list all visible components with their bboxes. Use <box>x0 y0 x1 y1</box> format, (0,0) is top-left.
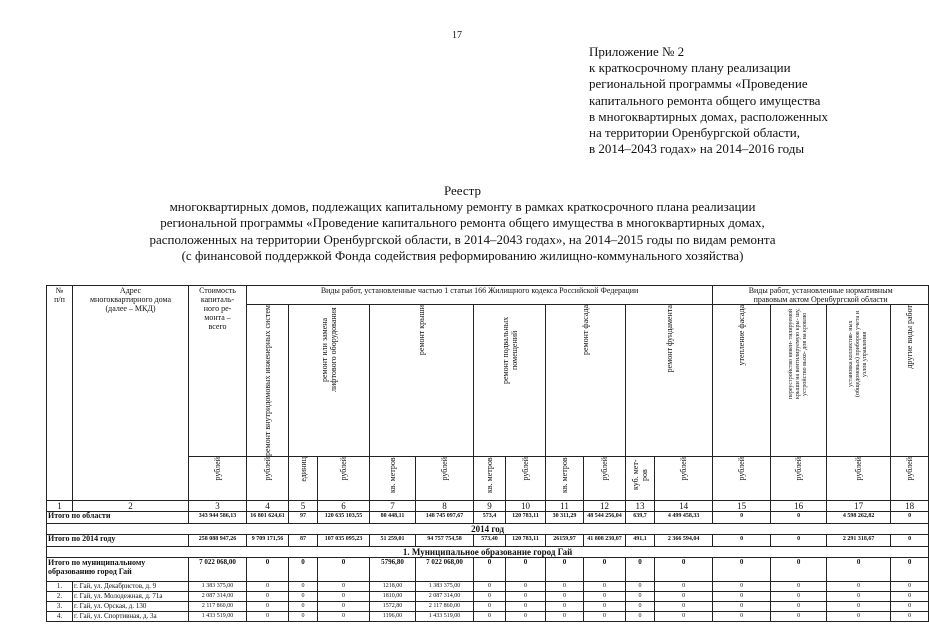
table-cell: 0 <box>474 611 506 621</box>
table-cell: 0 <box>506 581 546 591</box>
table-cell: 1 383 375,00 <box>189 581 247 591</box>
table-cell: 7 022 068,00 <box>416 557 474 581</box>
table-cell: 0 <box>655 557 713 581</box>
table-cell: 0 <box>247 581 289 591</box>
table-cell: 5796,80 <box>370 557 416 581</box>
title-line: расположенных на территории Оренбургской области, в 2014–2043 годах», на 2014–2015 годы по видам ремонта <box>149 231 776 247</box>
table-cell: 4 499 458,33 <box>655 511 713 523</box>
table-cell: 2 087 314,00 <box>189 591 247 601</box>
table-cell: 0 <box>626 591 655 601</box>
table-cell: 0 <box>771 511 827 523</box>
appendix-line: капитального ремонта общего имущества <box>589 92 821 108</box>
table-cell: 0 <box>655 591 713 601</box>
table-cell: 0 <box>474 591 506 601</box>
unit-label: рублей <box>213 456 222 481</box>
table-cell: 2 087 314,00 <box>416 591 474 601</box>
unit-label: куб. мет- ров <box>631 459 649 491</box>
table-cell: 0 <box>474 601 506 611</box>
col-address-header: Адрес многоквартирного дома (далее – МКД) <box>73 286 189 501</box>
table-cell: 7 022 068,00 <box>189 557 247 581</box>
column-number: 4 <box>247 500 289 511</box>
table-cell: 0 <box>474 557 506 581</box>
appendix-line: в 2014–2043 годах» на 2014–2016 годы <box>589 141 805 157</box>
row-address: г. Гай, ул. Спортивная, д. 3а <box>73 611 189 621</box>
table-cell: 0 <box>247 611 289 621</box>
row-number: 3. <box>47 601 73 611</box>
unit-label: рублей <box>737 456 747 481</box>
table-cell: 0 <box>713 557 771 581</box>
table-cell: 0 <box>771 557 827 581</box>
unit-label: единиц <box>298 456 308 482</box>
table-cell: 0 <box>891 511 929 523</box>
table-cell: 1572,80 <box>370 601 416 611</box>
table-cell: 639,7 <box>626 511 655 523</box>
table-cell: 0 <box>891 611 929 621</box>
table-cell: 0 <box>318 601 370 611</box>
table-cell: 94 757 754,58 <box>416 534 474 546</box>
table-cell: 1810,00 <box>370 591 416 601</box>
unit-label: рублей <box>794 456 804 481</box>
table-cell: 2 291 318,67 <box>827 534 891 546</box>
row-number: 2. <box>47 591 73 601</box>
row-label: Итого по области <box>47 511 189 523</box>
table-cell: 0 <box>891 581 929 591</box>
work-type-header: ремонт фасада <box>581 305 590 355</box>
table-cell: 0 <box>584 557 626 581</box>
column-number: 2 <box>73 500 189 511</box>
table-cell: 0 <box>713 601 771 611</box>
column-number: 8 <box>416 500 474 511</box>
table-cell: 148 745 097,67 <box>416 511 474 523</box>
table-cell: 0 <box>289 601 318 611</box>
row-address: г. Гай, ул. Орская, д. 130 <box>73 601 189 611</box>
title-line: региональной программы «Проведение капитального ремонта общего имущества в многоквартирных домах, <box>160 215 765 231</box>
column-number: 14 <box>655 500 713 511</box>
work-type-header: ремонт внутридомовых инженерных систем <box>263 305 272 456</box>
table-row <box>47 591 929 601</box>
table-cell: 0 <box>289 557 318 581</box>
table-cell: 343 944 586,13 <box>189 511 247 523</box>
table-row <box>47 601 929 611</box>
table-cell: 2 366 594,04 <box>655 534 713 546</box>
table-cell: 0 <box>713 534 771 546</box>
table-cell: 0 <box>584 611 626 621</box>
table-cell: 0 <box>506 601 546 611</box>
column-numbers-row <box>47 500 929 511</box>
federal-works-header: Виды работ, установленные частью 1 статьи 166 Жилищного кодекса Российской Федерации <box>247 286 713 305</box>
table-cell: 0 <box>318 591 370 601</box>
table-cell: 0 <box>655 611 713 621</box>
table-cell: 0 <box>318 581 370 591</box>
section-label: 1. Муниципальное образование город Гай <box>47 546 929 557</box>
work-type-header: утепление фасада <box>737 305 747 366</box>
registry-table <box>46 285 929 622</box>
table-cell: 0 <box>827 591 891 601</box>
unit-label: рублей <box>440 456 449 481</box>
table-cell: 1 433 519,00 <box>416 611 474 621</box>
table-cell: 0 <box>891 601 929 611</box>
table-cell: 258 088 947,26 <box>189 534 247 546</box>
column-number: 3 <box>189 500 247 511</box>
table-cell: 0 <box>827 557 891 581</box>
table-cell: 573,4 <box>474 511 506 523</box>
col-number-header: № п/п <box>47 286 73 501</box>
column-number: 17 <box>827 500 891 511</box>
work-type-header: другие виды работ <box>905 305 915 369</box>
work-type-header: ремонт крыши <box>417 305 426 356</box>
column-number: 10 <box>506 500 546 511</box>
table-cell: 51 259,01 <box>370 534 416 546</box>
table-cell: 0 <box>713 581 771 591</box>
table-cell: 0 <box>247 591 289 601</box>
table-cell: 0 <box>247 557 289 581</box>
column-number: 18 <box>891 500 929 511</box>
column-number: 16 <box>771 500 827 511</box>
table-cell: 0 <box>771 581 827 591</box>
table-cell: 0 <box>771 591 827 601</box>
table-cell: 0 <box>546 591 584 601</box>
table-cell: 0 <box>289 581 318 591</box>
page-number: 17 <box>452 30 462 41</box>
column-number: 11 <box>546 500 584 511</box>
row-label: Итого по 2014 году <box>47 534 189 546</box>
appendix-line: к краткосрочному плану реализации <box>589 60 791 76</box>
table-cell: 0 <box>474 581 506 591</box>
table-cell: 0 <box>771 611 827 621</box>
unit-label: кв. метров <box>485 457 494 493</box>
table-cell: 491,1 <box>626 534 655 546</box>
table-cell: 0 <box>655 581 713 591</box>
table-cell: 97 <box>289 511 318 523</box>
row-number: 4. <box>47 611 73 621</box>
table-cell: 9 709 171,56 <box>247 534 289 546</box>
table-row <box>47 611 929 621</box>
table-cell: 1 433 519,00 <box>189 611 247 621</box>
table-cell: 0 <box>289 591 318 601</box>
table-cell: 87 <box>289 534 318 546</box>
unit-label: рублей <box>905 456 915 481</box>
table-cell: 0 <box>626 601 655 611</box>
regional-works-header: Виды работ, установленные нормативным правовым актом Оренбургской области <box>713 286 929 305</box>
table-cell: 0 <box>713 611 771 621</box>
section-row <box>47 546 929 557</box>
table-cell: 80 448,11 <box>370 511 416 523</box>
appendix-line: на территории Оренбургской области, <box>589 125 800 141</box>
table-cell: 0 <box>584 601 626 611</box>
appendix-note <box>589 44 828 157</box>
unit-label: кв. метров <box>560 457 569 493</box>
table-cell: 0 <box>891 534 929 546</box>
title-line: многоквартирных домов, подлежащих капитальному ремонту в рамках краткосрочного плана реализации <box>169 199 756 215</box>
table-cell: 0 <box>247 601 289 611</box>
year-label: 2014 год <box>47 523 929 534</box>
appendix-line: в многоквартирных домах, расположенных <box>589 108 829 124</box>
row-number: 1. <box>47 581 73 591</box>
document-title <box>110 183 815 264</box>
table-cell: 26159,97 <box>546 534 584 546</box>
unit-label: кв. метров <box>388 457 397 493</box>
appendix-line: региональной программы «Проведение <box>589 76 808 92</box>
table-cell: 0 <box>891 557 929 581</box>
unit-label: рублей <box>521 456 530 481</box>
table-cell: 0 <box>546 611 584 621</box>
column-number: 5 <box>289 500 318 511</box>
table-cell: 0 <box>827 601 891 611</box>
unit-label: рублей <box>600 456 609 481</box>
table-cell: 0 <box>506 557 546 581</box>
table-cell: 0 <box>318 611 370 621</box>
column-number: 12 <box>584 500 626 511</box>
table-cell: 2 117 860,00 <box>189 601 247 611</box>
table-cell: 0 <box>584 581 626 591</box>
table-cell: 0 <box>771 601 827 611</box>
table-cell: 120 783,11 <box>506 534 546 546</box>
table-row <box>47 581 929 591</box>
table-cell: 107 035 095,23 <box>318 534 370 546</box>
table-cell: 16 801 624,61 <box>247 511 289 523</box>
table-cell: 48 544 256,04 <box>584 511 626 523</box>
column-number: 1 <box>47 500 73 511</box>
appendix-line: Приложение № 2 <box>589 44 685 59</box>
table-cell: 0 <box>891 591 929 601</box>
unit-label: рублей <box>679 456 689 481</box>
row-address: г. Гай, ул. Декабристов, д. 9 <box>73 581 189 591</box>
table-cell: 0 <box>626 581 655 591</box>
table-cell: 0 <box>626 557 655 581</box>
table-cell: 0 <box>771 534 827 546</box>
column-number: 7 <box>370 500 416 511</box>
table-cell: 41 808 230,07 <box>584 534 626 546</box>
work-type-header: ремонт или замена лифтового оборудования <box>320 307 338 393</box>
table-cell: 120 783,11 <box>506 511 546 523</box>
table-cell: 1218,00 <box>370 581 416 591</box>
table-cell: 0 <box>546 601 584 611</box>
work-type-header: установка коллектив- ных (общедомовых) приборов учета и узлов управления <box>848 311 869 397</box>
unit-label: рублей <box>854 456 864 481</box>
table-cell: 1196,00 <box>370 611 416 621</box>
table-cell: 0 <box>713 511 771 523</box>
year-row <box>47 523 929 534</box>
column-number: 13 <box>626 500 655 511</box>
work-type-header: ремонт подвальных помещений <box>500 316 519 384</box>
unit-label: рублей <box>339 456 348 481</box>
row-label: Итого по муниципальному образованию город Гай <box>47 557 189 581</box>
table-cell: 0 <box>289 611 318 621</box>
title-line: (с финансовой поддержкой Фонда содействия реформированию жилищно-коммунального хозяйства) <box>181 247 744 263</box>
row-address: г. Гай, ул. Молодежная, д. 71а <box>73 591 189 601</box>
table-cell: 0 <box>506 611 546 621</box>
table-cell: 4 598 262,82 <box>827 511 891 523</box>
table-cell: 2 117 860,00 <box>416 601 474 611</box>
table-cell: 0 <box>546 557 584 581</box>
total-mo-row <box>47 557 929 581</box>
table-cell: 0 <box>713 591 771 601</box>
total-region-row <box>47 511 929 523</box>
table-cell: 120 635 103,55 <box>318 511 370 523</box>
table-cell: 0 <box>655 601 713 611</box>
col-cost-header: Стоимость капиталь- ного ре- монта – всего <box>189 286 247 457</box>
table-cell: 573,40 <box>474 534 506 546</box>
work-type-header: переустройство невен- тилируемой крыши на вентилируемую кры- шу, устройство выхо- дов на кровлю <box>788 308 809 400</box>
table-cell: 0 <box>546 581 584 591</box>
table-cell: 0 <box>506 591 546 601</box>
column-number: 6 <box>318 500 370 511</box>
table-cell: 0 <box>626 611 655 621</box>
table-cell: 0 <box>827 581 891 591</box>
table-cell: 0 <box>827 611 891 621</box>
column-number: 15 <box>713 500 771 511</box>
table-cell: 30 311,29 <box>546 511 584 523</box>
unit-label: рублей <box>263 456 272 481</box>
column-number: 9 <box>474 500 506 511</box>
title-heading: Реестр <box>443 183 482 198</box>
table-cell: 1 383 375,00 <box>416 581 474 591</box>
table-cell: 0 <box>584 591 626 601</box>
table-cell: 0 <box>318 557 370 581</box>
work-type-header: ремонт фундамента <box>664 305 674 373</box>
total-2014-row <box>47 534 929 546</box>
